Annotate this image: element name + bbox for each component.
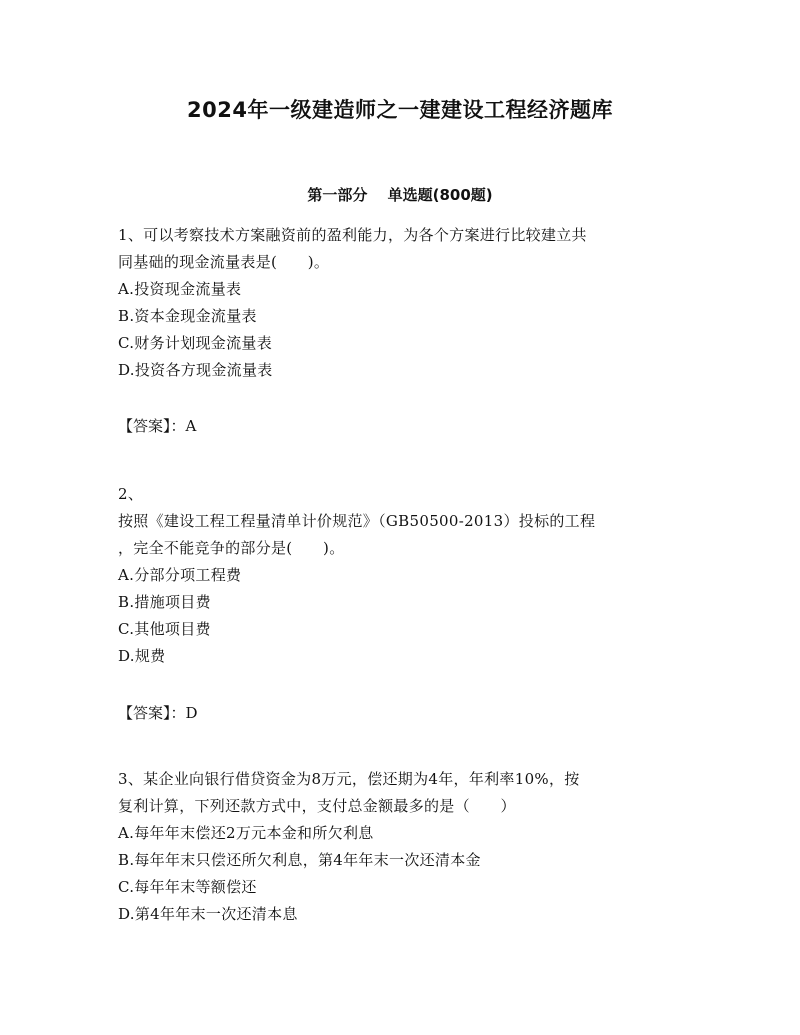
question-1-option-d: D.投资各方现金流量表 [118, 361, 273, 379]
question-1-option-b: B.资本金现金流量表 [118, 307, 257, 325]
question-2-option-d: D.规费 [118, 647, 166, 665]
question-2-option-a: A.分部分项工程费 [118, 566, 242, 584]
question-2-option-c: C.其他项目费 [118, 620, 211, 638]
question-3-stem-line-2: 复利计算，下列还款方式中，支付总金额最多的是（ ） [118, 797, 516, 815]
question-3-option-a: A.每年年末偿还2万元本金和所欠利息 [118, 824, 374, 842]
question-3-stem-line-1: 3、某企业向银行借贷资金为8万元，偿还期为4年，年利率10%，按 [118, 770, 580, 788]
question-3-option-d: D.第4年年末一次还清本息 [118, 905, 298, 923]
question-2-stem-line-1: 2、 [118, 485, 144, 503]
question-1-option-a: A.投资现金流量表 [118, 280, 242, 298]
question-3 [118, 766, 688, 928]
question-1-stem-line-2: 同基础的现金流量表是( )。 [118, 253, 330, 271]
question-3-option-c: C.每年年末等额偿还 [118, 878, 257, 896]
question-2-answer: 【答案】：D [118, 704, 198, 722]
document-title: 2024年一级建造师之一建建设工程经济题库 [187, 98, 613, 122]
question-1-option-c: C.财务计划现金流量表 [118, 334, 273, 352]
question-1-answer: 【答案】：A [118, 417, 197, 435]
question-1-stem-line-1: 1、可以考察技术方案融资前的盈利能力，为各个方案进行比较建立共 [118, 226, 587, 244]
question-1 [118, 222, 688, 384]
question-2-option-b: B.措施项目费 [118, 593, 211, 611]
question-2-stem-line-3: ，完全不能竞争的部分是( )。 [118, 539, 345, 557]
question-2-stem-line-2: 按照《建设工程工程量清单计价规范》（GB50500-2013）投标的工程 [118, 512, 596, 530]
section-title: 第一部分 单选题(800题) [307, 186, 493, 204]
question-3-option-b: B.每年年末只偿还所欠利息，第4年年末一次还清本金 [118, 851, 481, 869]
question-2 [118, 481, 688, 670]
